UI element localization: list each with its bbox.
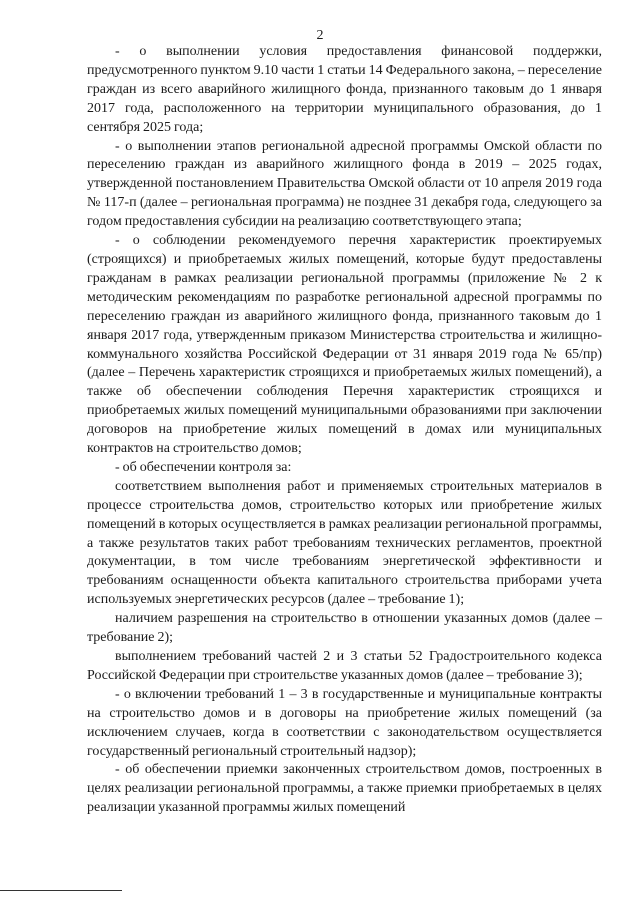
paragraph-control-heading: - об обеспечении контроля за: xyxy=(115,459,292,475)
paragraph-requirement-3: выполнением требований частей 2 и 3 статьи 52 Градостроительного кодекса Российской Федерации при строительстве указанных домов (далее – требование 3); xyxy=(87,649,602,683)
footer-divider xyxy=(0,890,122,891)
page-number: 2 xyxy=(316,28,324,43)
paragraph-financial-support-condition: - о выполнении условия предоставления финансовой поддержки, предусмотренного пунктом 9.10 части 1 статьи 14 Федерального закона, – переселение граждан из всего аварийного жилищного фонда, признанного таковым до 1 января 2017 года, расположенного на территории муниципального образования, до 1 сентября 2025 года; xyxy=(87,44,602,135)
document-body xyxy=(87,43,602,818)
paragraph-housing-characteristics: - о соблюдении рекомендуемого перечня характеристик проектируемых (строящихся) и приобретаемых жилых помещений, которые будут предоставлены гражданам в рамках реализации региональной программы (приложение № 2 к методическим рекомендациям по разработке региональной адресной программы по переселению граждан из аварийного жилищного фонда, признанного таковым до 1 января 2017 года, утвержденным приказом Министерства строительства и жилищно-коммунального хозяйства Российской Федерации от 31 января 2019 года № 65/пр) (далее – Перечень характеристик строящихся и приобретаемых жилых помещений), а также об обеспечении соблюдения Перечня характеристик строящихся и приобретаемых жилых помещений муниципальными образованиями при заключении договоров на приобретение жилых помещений в домах или муниципальных контрактов на строительство домов; xyxy=(87,233,602,457)
paragraph-requirement-2: наличием разрешения на строительство в отношении указанных домов (далее – требование 2); xyxy=(87,611,602,646)
paragraph-program-stages: - о выполнении этапов региональной адресной программы Омской области по переселению граждан из аварийного жилищного фонда в 2019 – 2025 годах, утвержденной постановлением Правительства Омской области от 10 апреля 2019 года № 117-п (далее – региональная программа) не позднее 31 декабря года, следующего за годом предоставления субсидии на реализацию соответствующего этапа; xyxy=(87,138,602,230)
paragraph-requirement-1: соответствием выполнения работ и применяемых строительных материалов в процессе строительства домов, строительство которых или приобретение жилых помещений в которых осуществляется в рамках реализации региональной программы, а также результатов таких работ требованиям технических регламентов, проектной документации, в том числе требованиям энергетической эффективности и требованиям оснащенности объекта капитального строительства приборами учета используемых энергетических ресурсов (далее – требование 1); xyxy=(87,478,602,608)
paragraph-contract-requirements: - о включении требований 1 – 3 в государственные и муниципальные контракты на строительство домов и в договоры на приобретение жилых помещений (за исключением случаев, когда в соответствии с законодательством осуществляется государственный региональный строительный надзор); xyxy=(87,686,602,759)
paragraph-acceptance: - об обеспечении приемки законченных строительством домов, построенных в целях реализации региональной программы, а также приемки приобретаемых в целях реализации указанной программы жилых помещений xyxy=(87,762,602,816)
